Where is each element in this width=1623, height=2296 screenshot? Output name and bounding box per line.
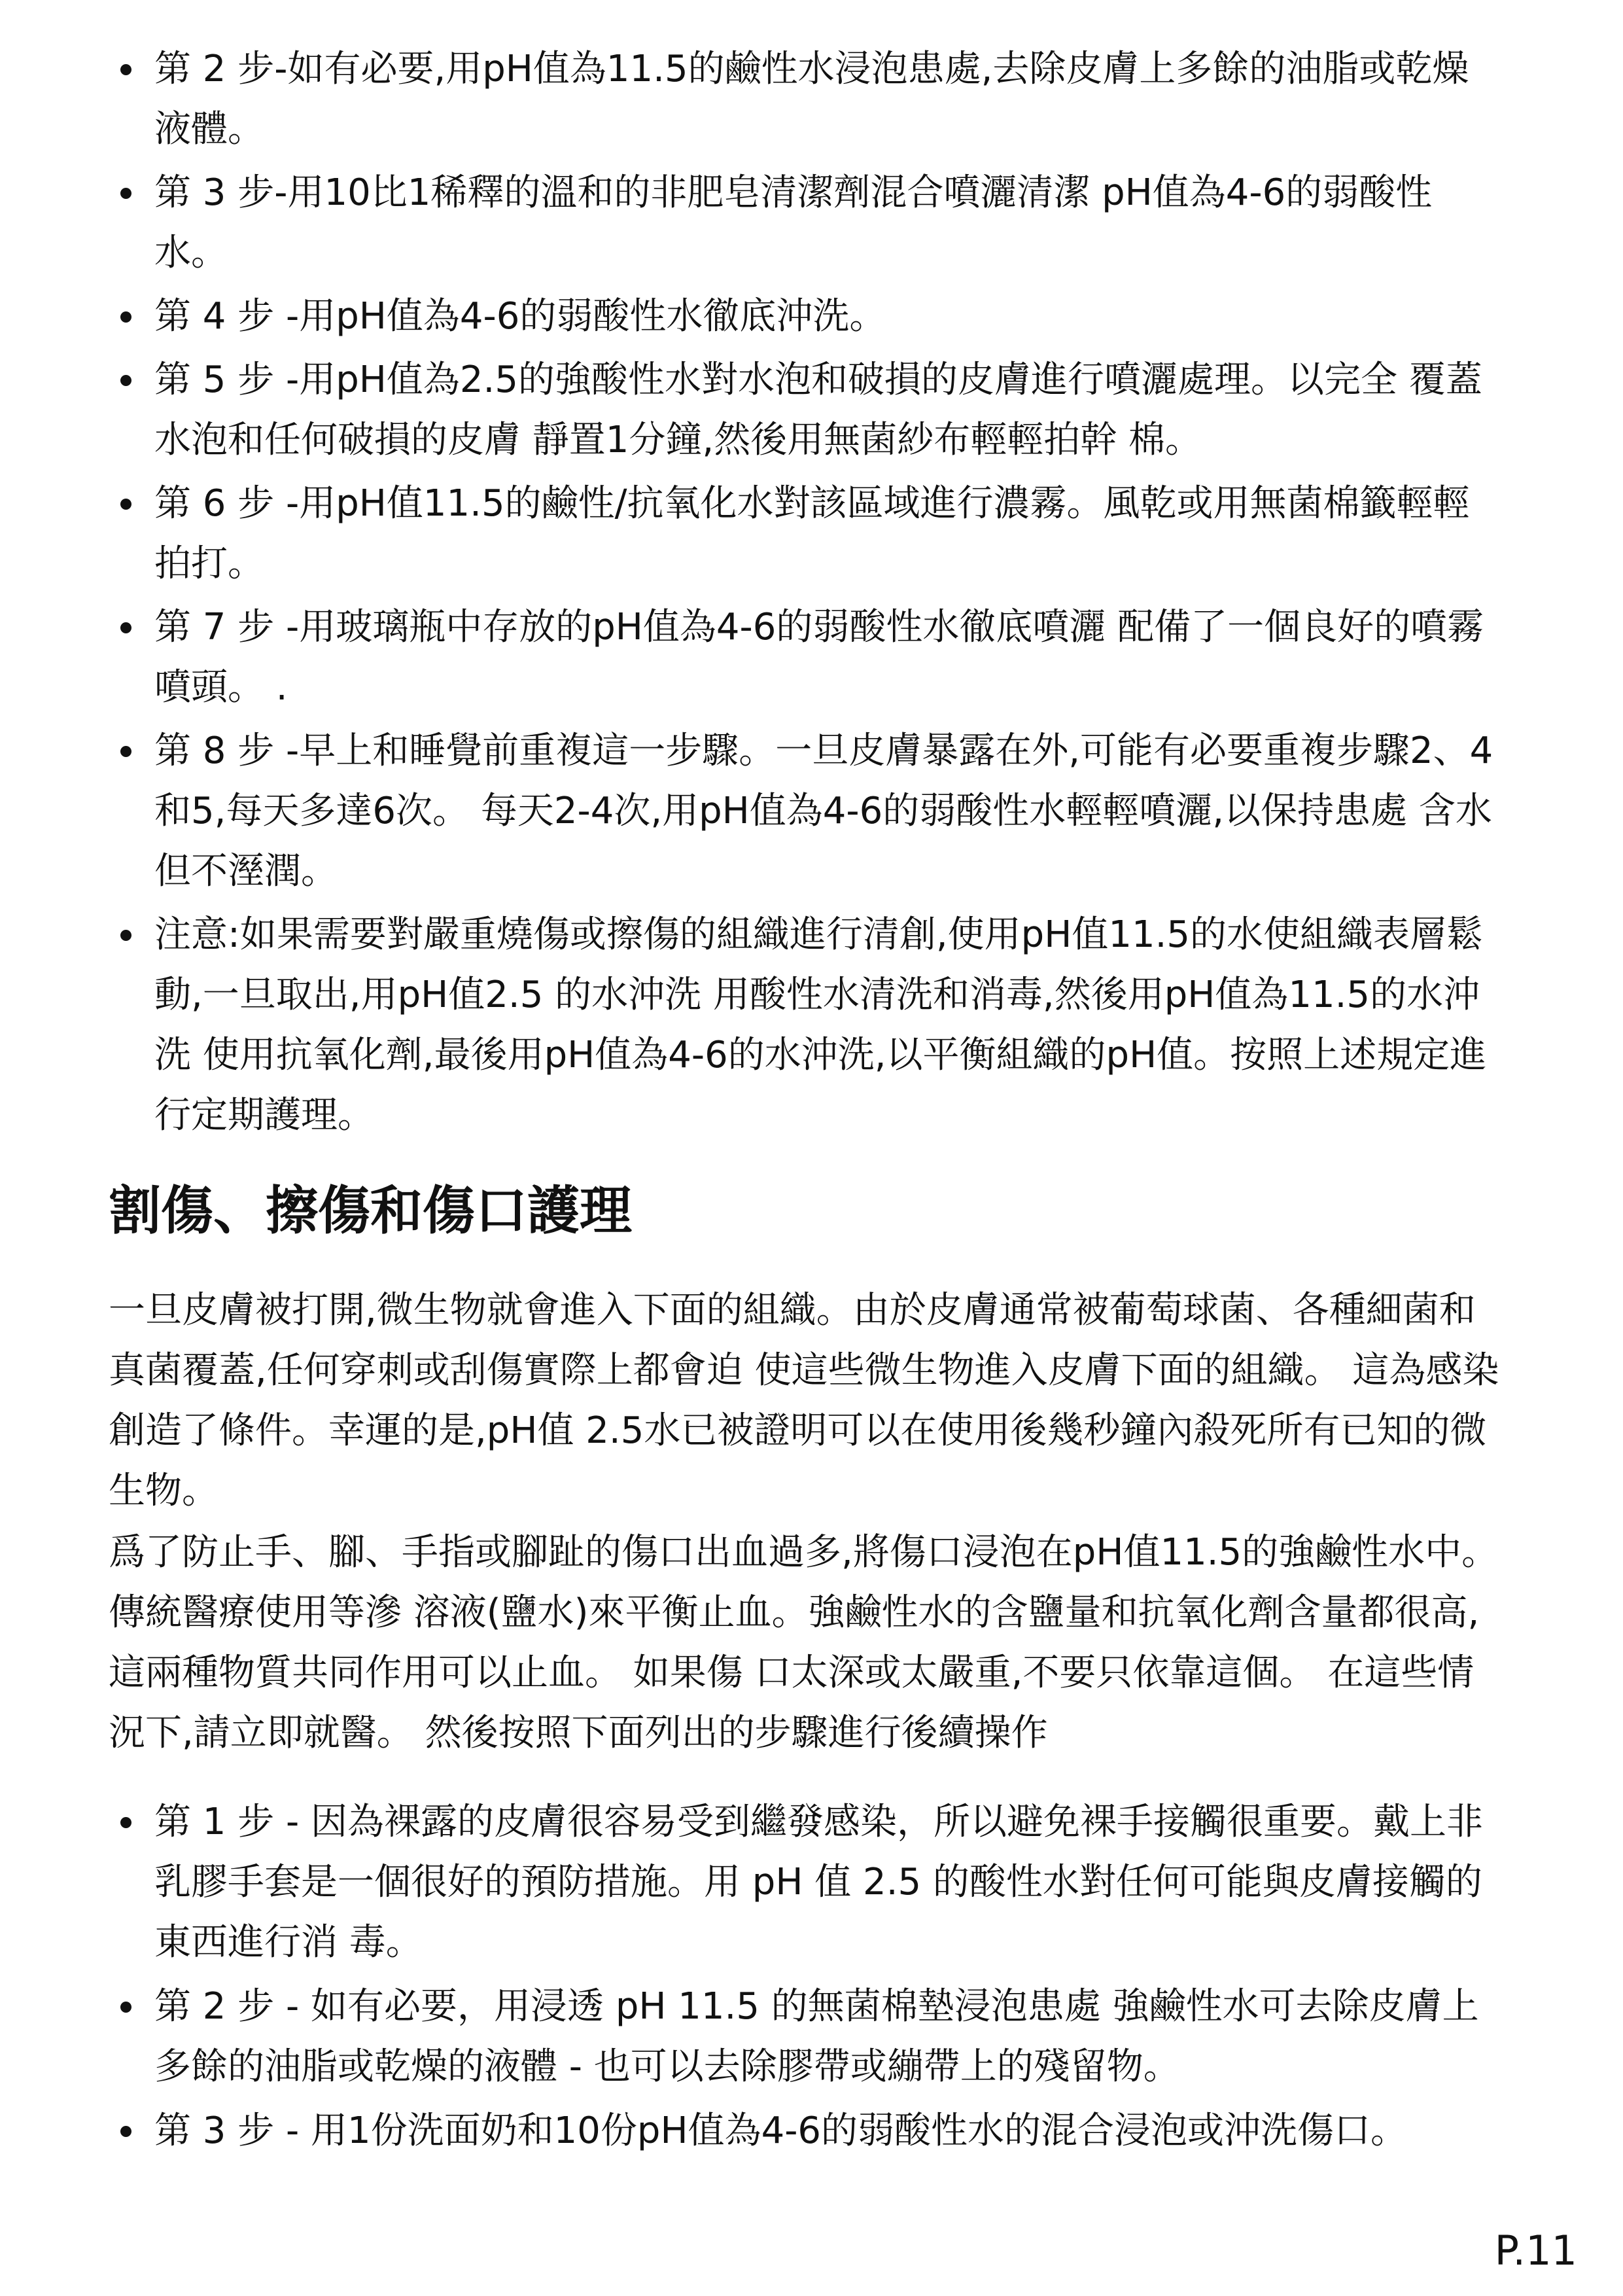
step-text: 第 6 步 -用pH值11.5的鹼性/抗氧化水對該區域進行濃霧。風乾或用無菌棉籤輕輕拍打。 (154, 482, 1470, 585)
step-text: 第 1 步 - 因為裸露的皮膚很容易受到繼發感染，所以避免裸手接觸很重要。戴上非乳膠手套是一個很好的預防措施。用 pH 值 2.5 的酸性水對任何可能與皮膚接觸的東西進行消 毒。 (154, 1801, 1484, 1964)
bullet-icon (120, 622, 131, 633)
list-item (109, 474, 1505, 594)
bullet-icon (120, 64, 131, 75)
list-item (109, 1792, 1505, 1973)
bullet-icon (120, 375, 131, 386)
bullet-icon (120, 930, 131, 941)
step-text: 第 2 步 - 如有必要，用浸透 pH 11.5 的無菌棉墊浸泡患處 強鹼性水可去除皮膚上多餘的油脂或乾燥的液體 - 也可以去除膠帶或繃帶上的殘留物。 (154, 1985, 1479, 2088)
list-item (109, 163, 1505, 283)
bullet-icon (120, 499, 131, 510)
bullet-icon (120, 2126, 131, 2137)
body-paragraph: 爲了防止手、腳、手指或腳趾的傷口出血過多,將傷口浸泡在pH值11.5的強鹼性水中。 傳統醫療使用等滲 溶液(鹽水)來平衡止血。強鹼性水的含鹽量和抗氧化劑含量都很高,這兩種物質共同作用可以止血。 如果傷 口太深或太嚴重,不要只依靠這個。 在這些情況下,請立即就醫。 然後按照下面列出的步驟進行後續操作 (109, 1531, 1499, 1754)
page-number: P.11 (1494, 2227, 1577, 2274)
list-item (109, 287, 1505, 347)
wound-care-step-list (109, 1792, 1505, 2161)
step-text: 第 7 步 -用玻璃瓶中存放的pH值為4-6的弱酸性水徹底噴灑 配備了一個良好的噴霧噴頭。 . (154, 606, 1484, 709)
list-item (109, 2101, 1505, 2161)
list-item (109, 39, 1505, 160)
step-text: 第 4 步 -用pH值為4-6的弱酸性水徹底沖洗。 (154, 295, 886, 338)
bullet-icon (120, 188, 131, 199)
bullet-icon (120, 746, 131, 757)
list-item (109, 597, 1505, 718)
burn-care-step-list (109, 39, 1505, 1146)
list-item (109, 905, 1505, 1146)
note-text: 注意:如果需要對嚴重燒傷或擦傷的組織進行清創,使用pH值11.5的水使組織表層鬆動,一旦取出,用pH值2.5 的水沖洗 用酸性水清洗和消毒,然後用pH值為11.5的水沖洗 使用抗氧化劑,最後用pH值為4-6的水沖洗,以平衡組織的pH值。按照上述規定進行定期護理。 (154, 913, 1487, 1137)
step-text: 第 2 步-如有必要,用pH值為11.5的鹼性水浸泡患處,去除皮膚上多餘的油脂或乾燥液體。 (154, 48, 1469, 150)
step-text: 第 8 步 -早上和睡覺前重複這一步驟。一旦皮膚暴露在外,可能有必要重複步驟2、4和5,每天多達6次。 每天2-4次,用pH值為4-6的弱酸性水輕輕噴灑,以保持患處 含水但不溼潤。 (154, 730, 1493, 892)
section-heading: 割傷、擦傷和傷口護理 (109, 1180, 632, 1241)
step-text: 第 3 步-用10比1稀釋的溫和的非肥皂清潔劑混合噴灑清潔 pH值為4-6的弱酸性水。 (154, 171, 1433, 274)
list-item (109, 1977, 1505, 2097)
list-item (109, 350, 1505, 470)
step-text: 第 5 步 -用pH值為2.5的強酸性水對水泡和破損的皮膚進行噴灑處理。以完全 覆蓋水泡和任何破損的皮膚 靜置1分鐘,然後用無菌紗布輕輕拍幹 棉。 (154, 359, 1482, 461)
bullet-icon (120, 1817, 131, 1828)
body-paragraph: 一旦皮膚被打開,微生物就會進入下面的組織。由於皮膚通常被葡萄球菌、各種細菌和真菌覆蓋,任何穿刺或刮傷實際上都會迫 使這些微生物進入皮膚下面的組織。 這為感染創造了條件。幸運的是,pH值 2.5水已被證明可以在使用後幾秒鐘內殺死所有已知的微生物。 (109, 1289, 1499, 1512)
list-item (109, 721, 1505, 902)
document-page (109, 39, 1505, 2165)
bullet-icon (120, 311, 131, 323)
bullet-icon (120, 2002, 131, 2013)
step-text: 第 3 步 - 用1份洗面奶和10份pH值為4-6的弱酸性水的混合浸泡或沖洗傷口。 (154, 2110, 1408, 2152)
